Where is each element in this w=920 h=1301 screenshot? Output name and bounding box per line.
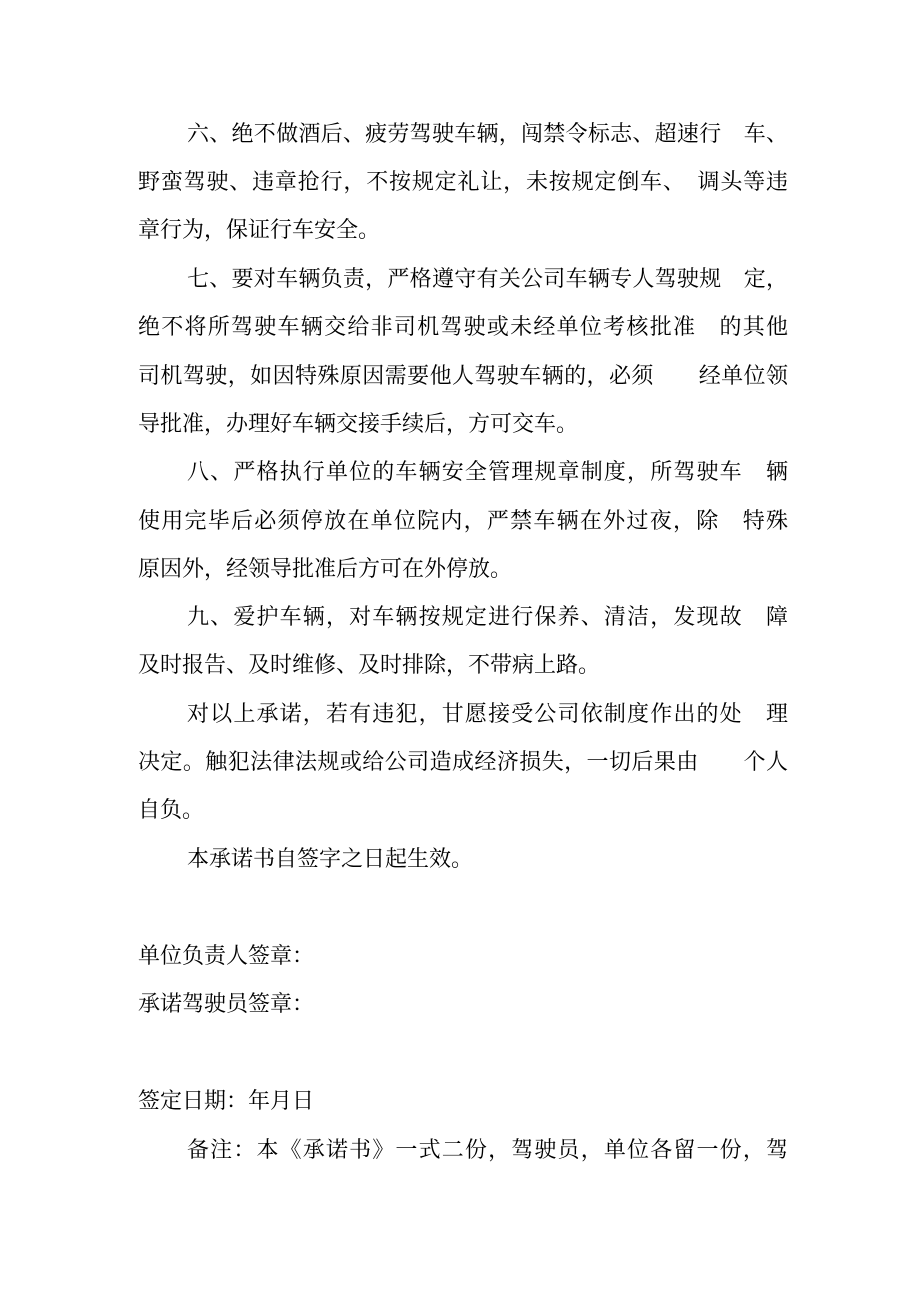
- effective-clause: 本承诺书自签字之日起生效。: [187, 847, 474, 872]
- signing-date-label: 签定日期：年月日: [138, 1089, 315, 1114]
- commitment-line-3: 自负。: [138, 798, 205, 823]
- paragraph-6-line-1: 六、绝不做酒后、疲劳驾驶车辆，闯禁令标志、超速行 车、: [187, 122, 788, 147]
- paragraph-8-line-2: 使用完毕后必须停放在单位院内，严禁车辆在外过夜，除 特殊: [138, 509, 788, 534]
- paragraph-8-line-1: 八、严格执行单位的车辆安全管理规章制度，所驾驶车 辆: [187, 460, 788, 485]
- paragraph-9-line-1: 九、爱护车辆，对车辆按规定进行保养、清洁，发现故 障: [187, 605, 788, 630]
- paragraph-9-line-2: 及时报告、及时维修、及时排除，不带病上路。: [138, 653, 601, 678]
- paragraph-6-line-3: 章行为，保证行车安全。: [138, 218, 381, 243]
- paragraph-8-line-3: 原因外，经领导批准后方可在外停放。: [138, 557, 513, 582]
- remarks-line: 备注：本《承诺书》一式二份，驾驶员，单位各留一份，驾: [187, 1138, 788, 1163]
- unit-leader-signature-label: 单位负责人签章：: [138, 944, 315, 969]
- commitment-line-2: 决定。触犯法律法规或给公司造成经济损失，一切后果由 个人: [138, 750, 788, 775]
- commitment-line-1: 对以上承诺，若有违犯，甘愿接受公司依制度作出的处 理: [187, 702, 788, 727]
- paragraph-7-line-3: 司机驾驶，如因特殊原因需要他人驾驶车辆的，必须 经单位领: [138, 364, 788, 389]
- paragraph-7-line-4: 导批准，办理好车辆交接手续后，方可交车。: [138, 412, 579, 437]
- paragraph-7-line-1: 七、要对车辆负责，严格遵守有关公司车辆专人驾驶规 定，: [187, 267, 788, 292]
- paragraph-6-line-2: 野蛮驾驶、违章抢行，不按规定礼让，未按规定倒车、 调头等违: [138, 170, 788, 195]
- paragraph-7-line-2: 绝不将所驾驶车辆交给非司机驾驶或未经单位考核批准 的其他: [138, 315, 788, 340]
- driver-signature-label: 承诺驾驶员签章：: [138, 992, 315, 1017]
